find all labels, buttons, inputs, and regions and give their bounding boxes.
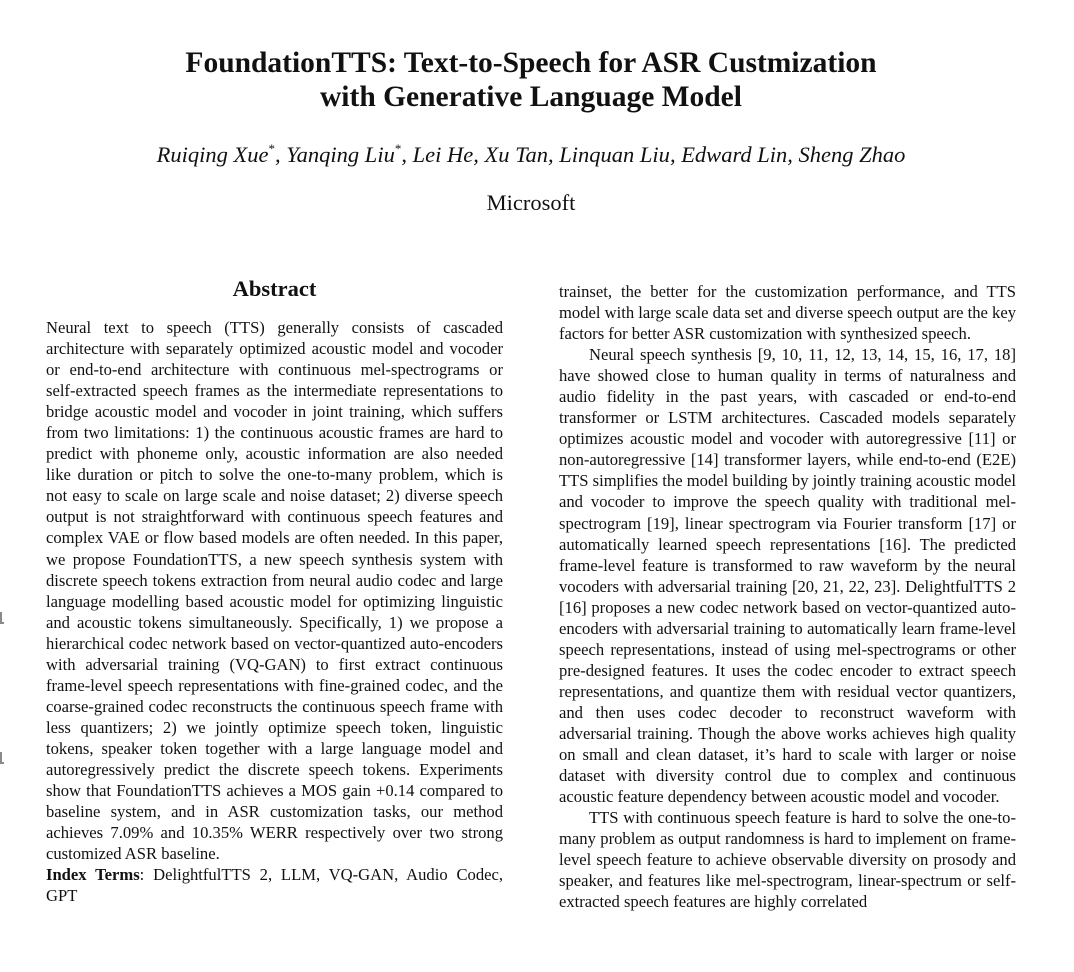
title-line-1: FoundationTTS: Text-to-Speech for ASR Custmization [185, 47, 877, 79]
author-name: Ruiqing Xue [156, 142, 269, 167]
author-name: Edward Lin [681, 142, 788, 167]
index-terms-list: DelightfulTTS 2, LLM, VQ-GAN, Audio Codec, GPT [46, 865, 503, 906]
author-name: Lei He [412, 142, 474, 167]
author-separator: , [548, 142, 560, 167]
author-mark: * [268, 141, 275, 156]
index-terms [46, 864, 503, 906]
affiliation: Microsoft [486, 190, 576, 215]
introduction-column [559, 281, 1016, 912]
index-terms-separator: : [139, 865, 154, 885]
author-separator: , [669, 142, 682, 167]
abstract-body: Neural text to speech (TTS) generally consists of cascaded architecture with separately optimized acoustic model and vocoder or end-to-end architecture with continuous mel-spectrograms or self-extracted speech frames as the intermediate representations to bridge acoustic model and vocoder in joint training, which suffers from two limitations: 1) the continuous acoustic frames are hard to predict with phoneme only, acoustic information are also needed like duration or pitch to solve the one-to-many problem, which is not easy to scale on large scale and noise dataset; 2) diverse speech output is not straightforward with continuous speech features and complex VAE or flow based models are often needed. In this paper, we propose FoundationTTS, a new speech synthesis system with discrete speech tokens extraction from neural audio codec and large language modelling based acoustic model for optimizing linguistic and acoustic tokens simultaneously. Specifically, 1) we propose a hierarchical codec network based on vector-quantized auto-encoders with adversarial training (VQ-GAN) to first extract continuous frame-level speech representations with fine-grained codec, and the coarse-grained codec reconstructs the continuous speech frame with less quantizers; 2) we jointly optimize speech token, linguistic tokens, speaker token together with a large language model and autoregressively predict the discrete speech tokens. Experiments show that FoundationTTS achieves a MOS gain +0.14 compared to baseline system, and in ASR customization tasks, our method achieves 7.09% and 10.35% WERR respectively over two strong customized ASR baseline. [46, 318, 503, 864]
body-paragraph: TTS with continuous speech feature is hard to solve the one-to-many problem as output randomness is hard to implement on frame-level speech feature to achieve observable diversity on prosody and speaker, and features like mel-spectrogram, linear-spectrum or self-extracted speech features are highly correlated [559, 808, 1016, 912]
author-list [0, 141, 1062, 169]
author-separator: , [274, 142, 287, 167]
author-separator: , [401, 142, 413, 167]
author-name: Linquan Liu [559, 142, 670, 167]
paper-title [0, 46, 1062, 114]
margin-bracket-mark [0, 612, 4, 624]
abstract-column [46, 317, 503, 906]
body-paragraph: trainset, the better for the customization performance, and TTS model with large scale data set and diverse speech output are the key factors for better ASR customization with synthesized speech. [559, 282, 1016, 344]
body-paragraph: Neural speech synthesis [9, 10, 11, 12, 13, 14, 15, 16, 17, 18] have showed close to human quality in terms of naturalness and audio fidelity in the past years, with cascaded or end-to-end transformer or LSTM architectures. Cascaded models separately optimizes acoustic model and vocoder with autoregressive [11] or non-autoregressive [14] transformer layers, while end-to-end (E2E) TTS simplifies the model building by jointly training acoustic model and vocoder to improve the speech quality with traditional mel-spectrogram [19], linear spectrogram via Fourier transform [17] or automatically learned speech representations [16]. The predicted frame-level feature is transformed to raw waveform by the neural vocoders with adversarial training [20, 21, 22, 23]. DelightfulTTS 2 [16] proposes a new codec network based on vector-quantized auto-encoders with adversarial training to automatically learn frame-level speech representations, instead of using mel-spectrograms or other pre-designed features. It uses the codec encoder to extract speech representations, and quantize them with residual vector quantizers, and then uses codec decoder to reconstruct waveform with adversarial training. Though the above works achieves high quality on small and clean dataset, it’s hard to scale with larger or noise dataset with diversity control due to complex and continuous acoustic feature dependency between acoustic model and vocoder. [559, 345, 1016, 807]
index-terms-label: Index Terms [46, 865, 140, 885]
title-line-2: with Generative Language Model [320, 81, 742, 113]
author-separator: , [787, 142, 799, 167]
author-name: Sheng Zhao [798, 142, 906, 167]
author-name: Xu Tan [484, 142, 549, 167]
author-mark: * [394, 141, 402, 156]
margin-bracket-mark [0, 752, 4, 764]
author-separator: , [473, 142, 485, 167]
abstract-heading: Abstract [232, 276, 317, 301]
author-name: Yanqing Liu [286, 142, 395, 167]
